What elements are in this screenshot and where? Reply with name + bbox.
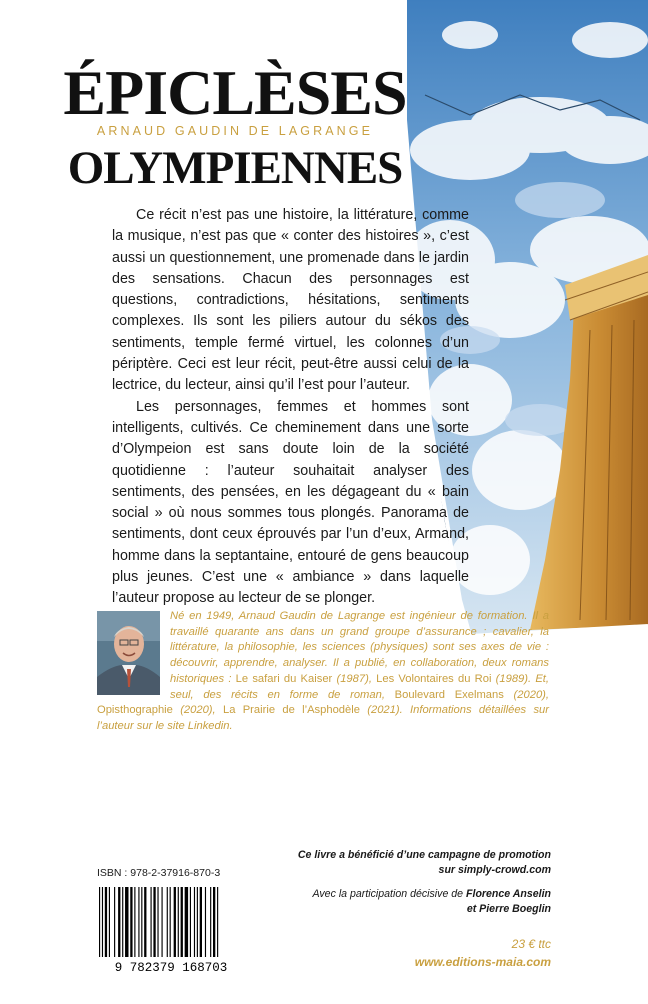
blurb-paragraph-2: Les personnages, femmes et hommes sont intelligents, cultivés. Ce cheminement dans une sorte d’Olympeion est sans doute loin de la société quotidienne : l’auteur souhaitait analyser des sentiments, des pensées, en les dégageant du « bain social » où nous sommes tous plongés. Panorama de sentiments, dont ceux éprouvés par l’un d’eux, Armand, homme dans la septantaine, entouré de gens beaucoup plus jeunes. C’est une « ambiance » dans laquelle l’auteur propose au lecteur de se plonger. <box>112 398 469 607</box>
barcode-bar <box>170 887 171 957</box>
participation-line-2: et Pierre Boeglin <box>466 902 551 915</box>
price: 23 € ttc <box>511 937 551 951</box>
barcode-bar <box>125 887 128 957</box>
book-title-line-1: ÉPICLÈSES <box>63 57 407 128</box>
barcode-bar <box>141 887 142 957</box>
bio-year-1: (1987), <box>332 672 377 685</box>
author-bio <box>97 609 549 735</box>
promotion-note <box>298 848 551 877</box>
barcode-bar <box>200 887 202 957</box>
book-title-line-2: OLYMPIENNES <box>67 142 403 194</box>
barcode-bar <box>105 887 107 957</box>
bio-year-4: (2020), <box>172 704 223 717</box>
barcode-bar <box>99 887 100 957</box>
isbn: ISBN : 978-2-37916-870-3 <box>97 867 221 879</box>
participation-note <box>313 887 551 916</box>
barcode <box>95 885 247 975</box>
author-name: ARNAUD GAUDIN DE LAGRANGE <box>96 124 374 138</box>
barcode-bar <box>102 887 103 957</box>
participation-prefix: Avec la participation décisive de <box>312 888 467 900</box>
barcode-bar <box>181 887 183 957</box>
barcode-bar <box>194 887 195 957</box>
barcode-bar <box>174 887 176 957</box>
barcode-bar <box>153 887 155 957</box>
barcode-bar <box>122 887 123 957</box>
back-cover-blurb <box>112 205 469 610</box>
barcode-digits: 9 782379 168703 <box>114 961 228 975</box>
bio-book-5: La Prairie de l’Asphodèle <box>222 704 360 717</box>
barcode-bar <box>109 887 110 957</box>
barcode-bar <box>114 887 115 957</box>
barcode-bar <box>213 887 215 957</box>
participation-name-1: Florence Anselin <box>466 888 551 900</box>
barcode-bar <box>197 887 198 957</box>
barcode-bar <box>130 887 132 957</box>
barcode-bar <box>178 887 179 957</box>
bio-book-1: Le safari du Kaiser <box>235 672 333 685</box>
barcode-bar <box>134 887 135 957</box>
barcode-bar <box>190 887 191 957</box>
bio-book-4: Opisthographie <box>97 704 173 717</box>
barcode-bar <box>210 887 211 957</box>
bio-book-3: Boulevard Exelmans <box>394 688 504 701</box>
barcode-bar <box>144 887 146 957</box>
barcode-bar <box>167 887 168 957</box>
bio-intro: Né en 1949, Arnaud Gaudin de Lagrange est ingénieur de formation. Il a travaillé quarante ans dans un grand groupe d’assurance ; cavalier, la littérature, la philosophie, les sciences (physiques) sont ses axes de vie : découvrir, apprendre, analyser. Il a publié, en collaboration, deux romans historiques : <box>170 610 549 685</box>
promo-line-1: Ce livre a bénéficié d’une campagne de promotion <box>297 849 551 861</box>
promo-line-2: sur simply-crowd.com <box>438 863 551 876</box>
barcode-bar <box>157 887 158 957</box>
barcode-bar <box>205 887 206 957</box>
barcode-bar <box>162 887 163 957</box>
bio-year-5: (2021). Informations détaillées sur l’auteur sur le site Linkedin. <box>97 704 549 732</box>
bio-year-2: (1989). Et, seul, des récits en forme de roman, <box>170 672 549 701</box>
barcode-bar <box>118 887 120 957</box>
bio-book-2: Les Volontaires du Roi <box>376 672 492 685</box>
barcode-bar <box>151 887 152 957</box>
barcode-bar <box>138 887 139 957</box>
barcode-bar <box>217 887 218 957</box>
publisher-website[interactable]: www.editions-maia.com <box>414 955 551 969</box>
blurb-paragraph-1: Ce récit n’est pas une histoire, la littérature, comme la musique, n’est pas que « conter des histoires », c’est aussi un questionnement, une promenade dans le jardin des sensations. Chacun des personnages est questions, contradictions, hésitations, sentiments complexes. Ils sont les piliers autour du sékos des sentiments, temple fermé virtuel, les colonnes d’un périptère. Ceci est leur récit, peut-être aussi celui de la lectrice, du lecteur, ainsi qu’il l’est pour l’auteur. <box>112 207 469 394</box>
bio-year-3: (2020), <box>503 688 549 701</box>
barcode-bar <box>185 887 188 957</box>
